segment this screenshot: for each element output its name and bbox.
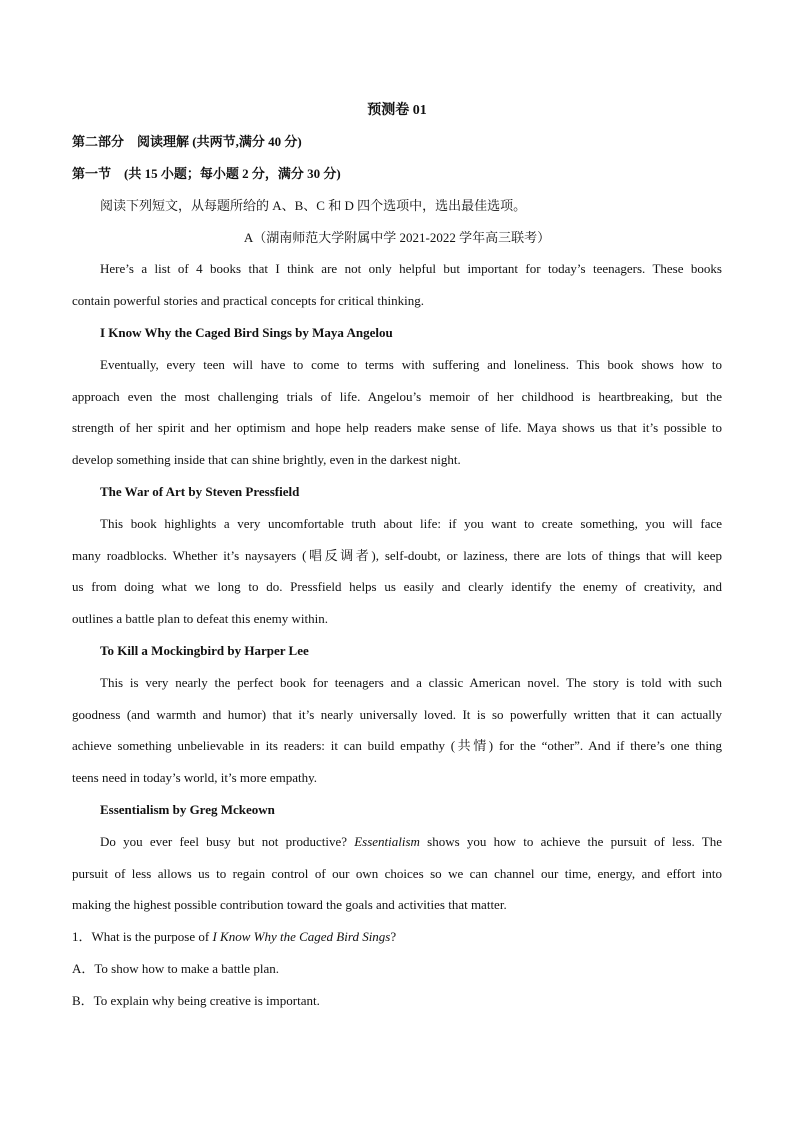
book-text-line: outlines a battle plan to defeat this enemy within.: [72, 611, 328, 626]
book-text-line: Eventually, every teen will have to come to terms with suffering and loneliness. This book shows how to: [100, 357, 722, 372]
option-text: To explain why being creative is important.: [93, 993, 320, 1008]
part-heading: 第二部分 阅读理解 (共两节,满分 40 分): [72, 134, 302, 149]
book-text-line: Do you ever feel busy but not productive? Essentialism shows you how to achieve the pursuit of less. The: [100, 834, 722, 849]
intro-line: contain powerful stories and practical concepts for critical thinking.: [72, 293, 424, 308]
book-text-line: approach even the most challenging trials of life. Angelou’s memoir of her childhood is heartbreaking, but the: [72, 389, 722, 404]
book-text-line: This is very nearly the perfect book for teenagers and a classic American novel. The story is told with such: [100, 675, 722, 690]
option-letter: B．: [72, 993, 94, 1008]
question-number: 1．: [72, 929, 92, 944]
book-text-line: achieve something unbelievable in its readers: it can build empathy (共情) for the “other”. And if there’s one thing: [72, 738, 722, 753]
passage-label: A（湖南师范大学附属中学 2021-2022 学年高三联考）: [243, 230, 551, 245]
book-text-line: us from doing what we long to do. Pressfield helps us easily and clearly identify the enemy of creativity, and: [72, 579, 722, 594]
option-a[interactable]: [72, 960, 279, 978]
paper-title: 预测卷 01: [367, 103, 427, 118]
intro-line: Here’s a list of 4 books that I think are not only helpful but important for today’s teenagers. These books: [100, 261, 722, 276]
book-text-line: develop something inside that can shine brightly, even in the darkest night.: [72, 452, 461, 467]
option-b[interactable]: [72, 992, 320, 1010]
question-book-title: I Know Why the Caged Bird Sings: [212, 929, 391, 944]
book-heading: Essentialism by Greg Mckeown: [100, 802, 275, 817]
book-text-line: teens need in today’s world, it’s more empathy.: [72, 770, 318, 785]
book-text-line: strength of her spirit and her optimism and hope help readers make sense of life. Maya shows us that it’s possible to: [72, 420, 722, 435]
book-text-line: This book highlights a very uncomfortable truth about life: if you want to create something, you will face: [100, 516, 722, 531]
option-letter: A．: [72, 961, 95, 976]
instruction-text: 阅读下列短文，从每题所给的 A、B、C 和 D 四个选项中，选出最佳选项。: [100, 198, 527, 213]
book-heading: To Kill a Mockingbird by Harper Lee: [100, 643, 309, 658]
question-1: [72, 928, 396, 946]
book-text-line: making the highest possible contribution toward the goals and activities that matter.: [72, 897, 507, 912]
book-text-line: pursuit of less allows us to regain control of our own choices so we can channel our time, energy, and effort into: [72, 866, 722, 881]
question-prefix: What is the purpose of: [91, 929, 213, 944]
book-heading: I Know Why the Caged Bird Sings by Maya Angelou: [100, 325, 393, 340]
italic-book-title: Essentialism: [354, 834, 420, 849]
book-text-line: many roadblocks. Whether it’s naysayers (唱反调者), self-doubt, or laziness, there are lots of things that will keep: [72, 548, 722, 563]
option-text: To show how to make a battle plan.: [94, 961, 280, 976]
section-heading: 第一节 (共 15 小题；每小题 2 分，满分 30 分): [72, 166, 341, 181]
book-heading: The War of Art by Steven Pressfield: [100, 484, 300, 499]
question-suffix: ?: [390, 929, 397, 944]
book-text-line: goodness (and warmth and humor) that it’s nearly universally loved. It is so powerfully written that it can actually: [72, 707, 722, 722]
